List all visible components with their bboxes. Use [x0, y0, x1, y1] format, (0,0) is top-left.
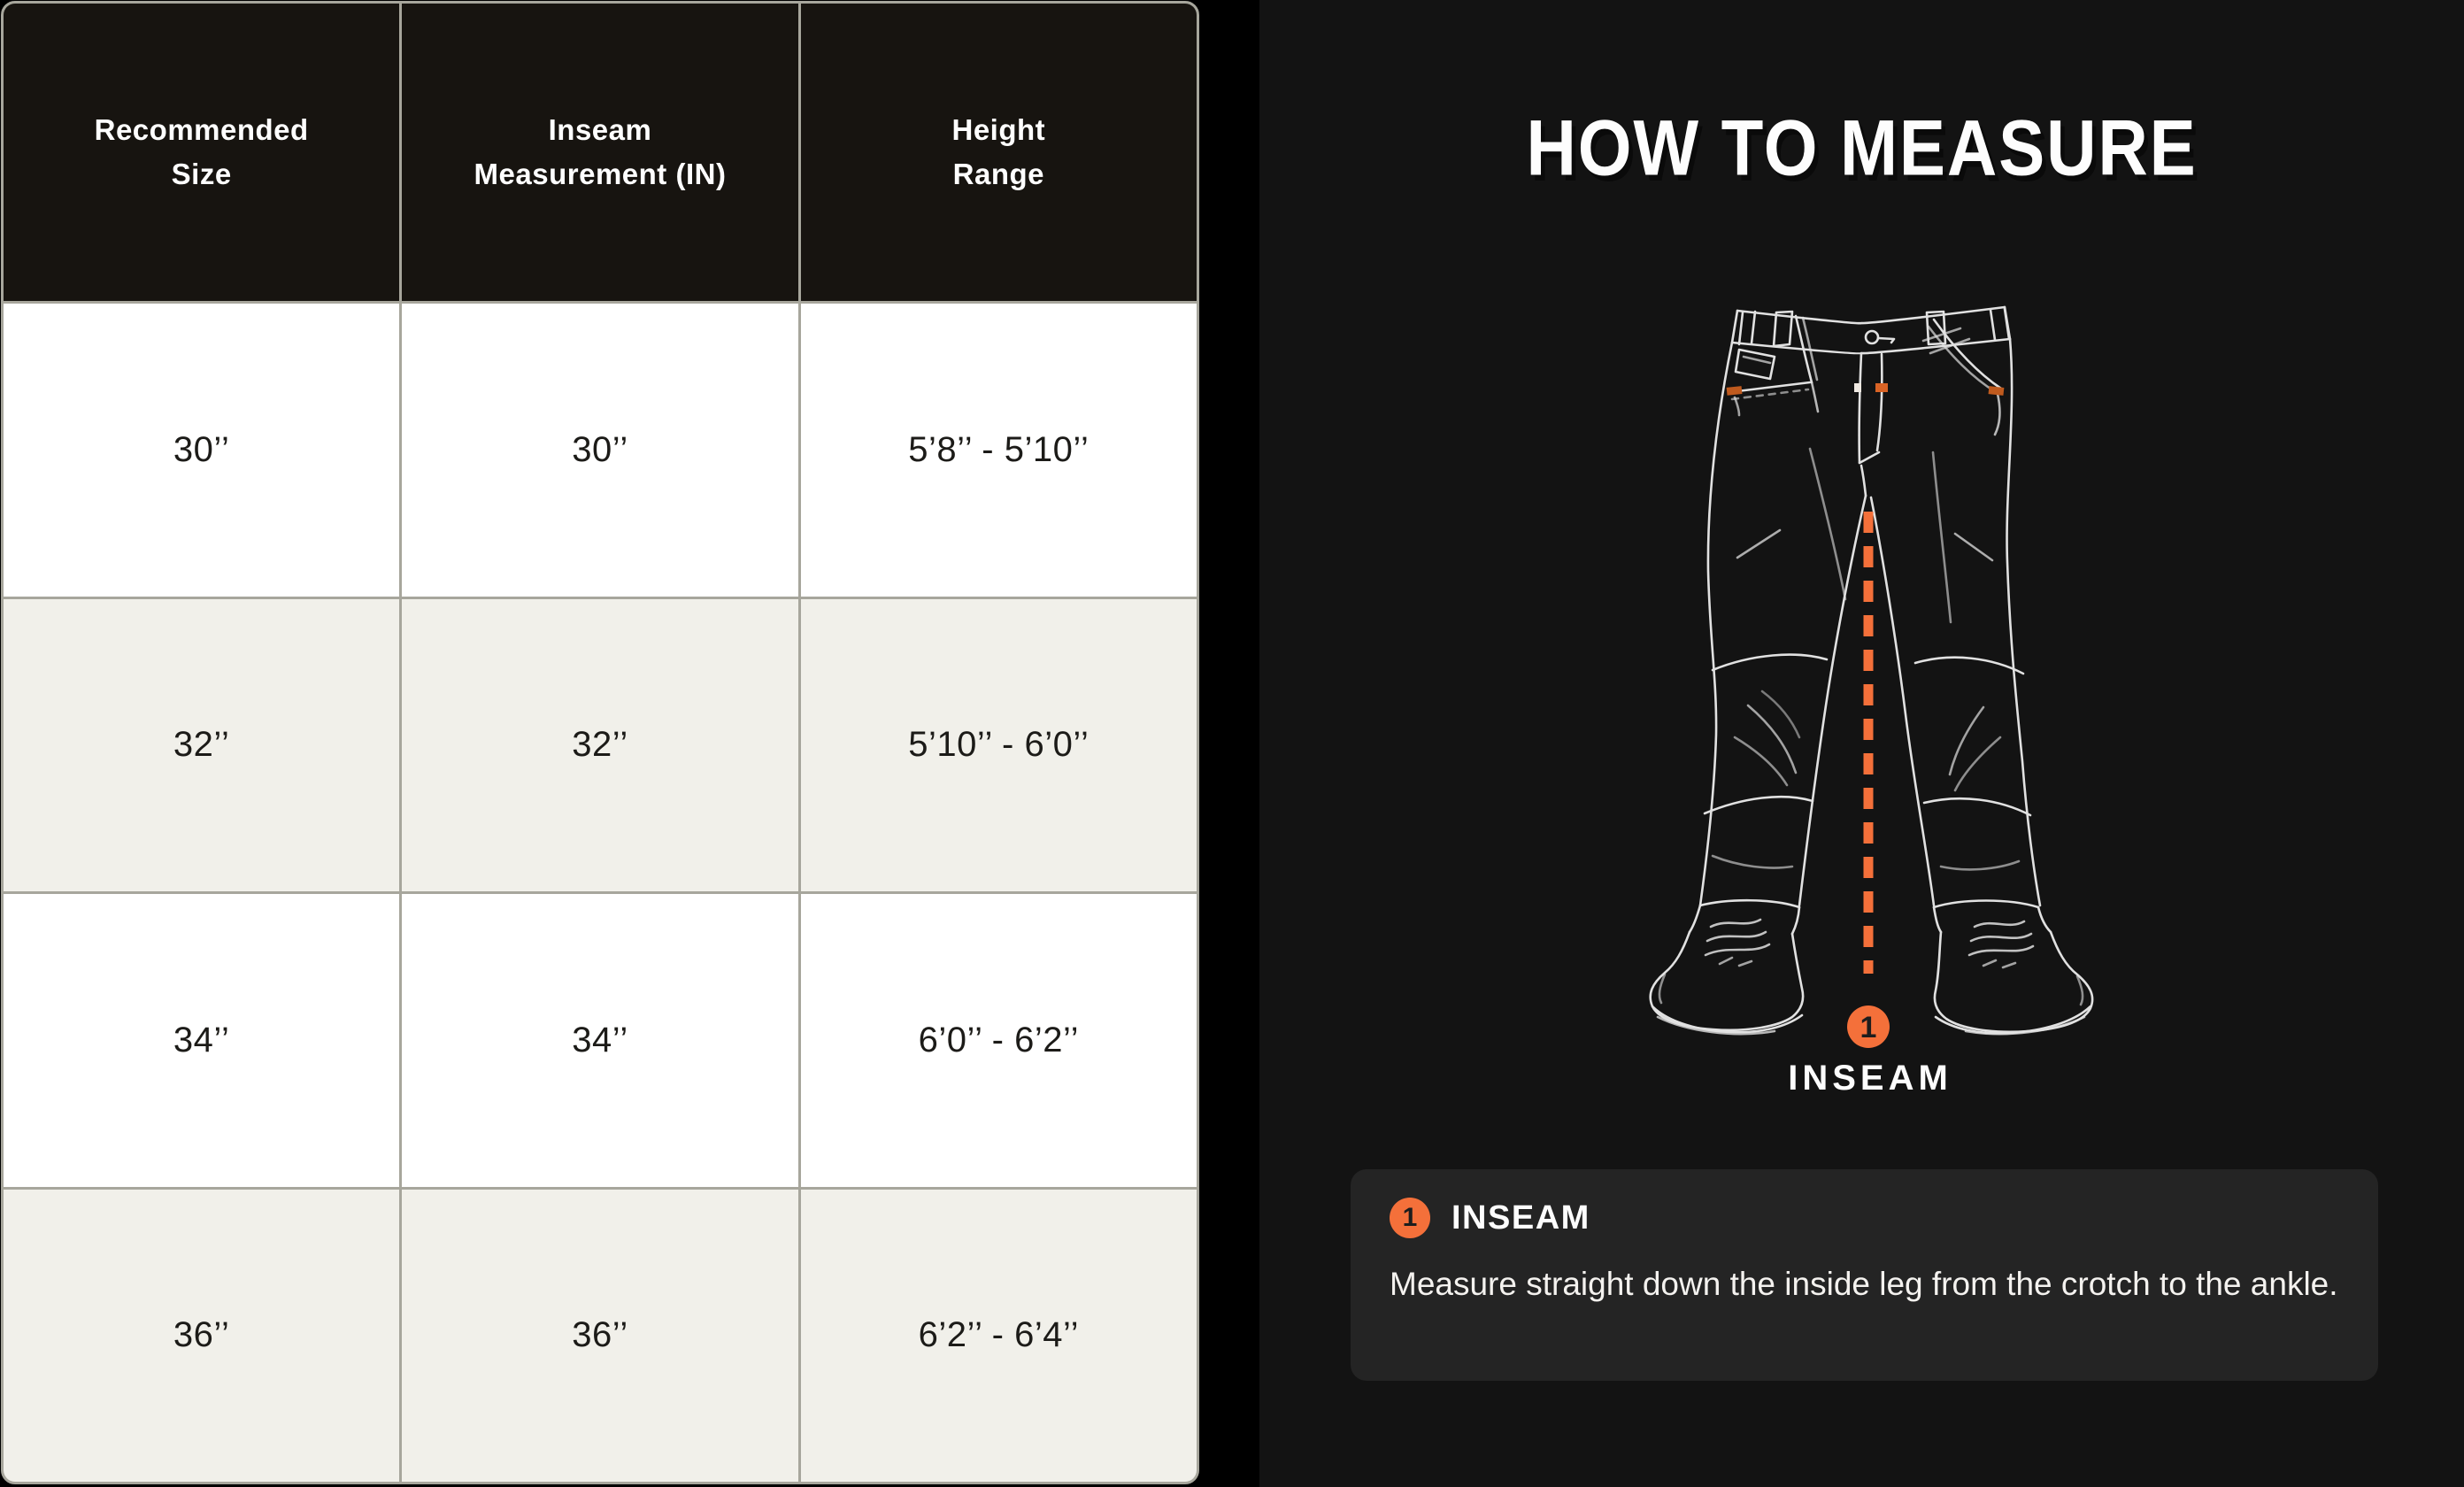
waist-stitch-marker [1854, 383, 1861, 392]
waist-stitch-marker [1875, 383, 1888, 392]
cell-height-range: 5’10’’ - 6’0’’ [801, 599, 1197, 892]
header-line: Height [951, 113, 1046, 146]
inseam-marker-number: 1 [1860, 1011, 1877, 1044]
column-header-inseam-measurement [402, 4, 797, 301]
header-line: Inseam [548, 113, 652, 146]
cell-inseam: 36’’ [402, 1190, 797, 1483]
waist-stitch-marker [1727, 386, 1743, 396]
panel-title: HOW TO MEASURE [1526, 104, 2198, 192]
cell-inseam: 34’’ [402, 894, 797, 1187]
size-chart-table [1, 1, 1199, 1484]
inseam-info-card [1351, 1169, 2378, 1381]
cell-inseam: 32’’ [402, 599, 797, 892]
cell-inseam: 30’’ [402, 304, 797, 597]
cell-size: 30’’ [4, 304, 399, 597]
column-header-height-range [801, 4, 1197, 301]
info-card-heading: INSEAM [1451, 1198, 1590, 1237]
header-line: Size [171, 158, 232, 190]
cell-size: 34’’ [4, 894, 399, 1187]
waist-stitch-marker [1989, 386, 2005, 396]
info-card-header [1390, 1198, 2339, 1238]
header-line: Recommended [94, 113, 309, 146]
cell-height-range: 6’2’’ - 6’4’’ [801, 1190, 1197, 1483]
inseam-card-badge: 1 [1390, 1198, 1430, 1238]
how-to-measure-panel [1259, 0, 2464, 1487]
info-card-body: Measure straight down the inside leg from the crotch to the ankle. [1390, 1266, 2338, 1302]
header-line: Measurement (IN) [474, 158, 727, 190]
cell-size: 32’’ [4, 599, 399, 892]
pants-illustration [1605, 288, 2136, 1049]
cell-size: 36’’ [4, 1190, 399, 1483]
inseam-diagram-label: INSEAM [1788, 1059, 1952, 1098]
header-line: Range [952, 158, 1044, 190]
cell-height-range: 6’0’’ - 6’2’’ [801, 894, 1197, 1187]
pants-diagram [1605, 288, 2136, 1049]
cell-height-range: 5’8’’ - 5’10’’ [801, 304, 1197, 597]
column-header-recommended-size [4, 4, 399, 301]
